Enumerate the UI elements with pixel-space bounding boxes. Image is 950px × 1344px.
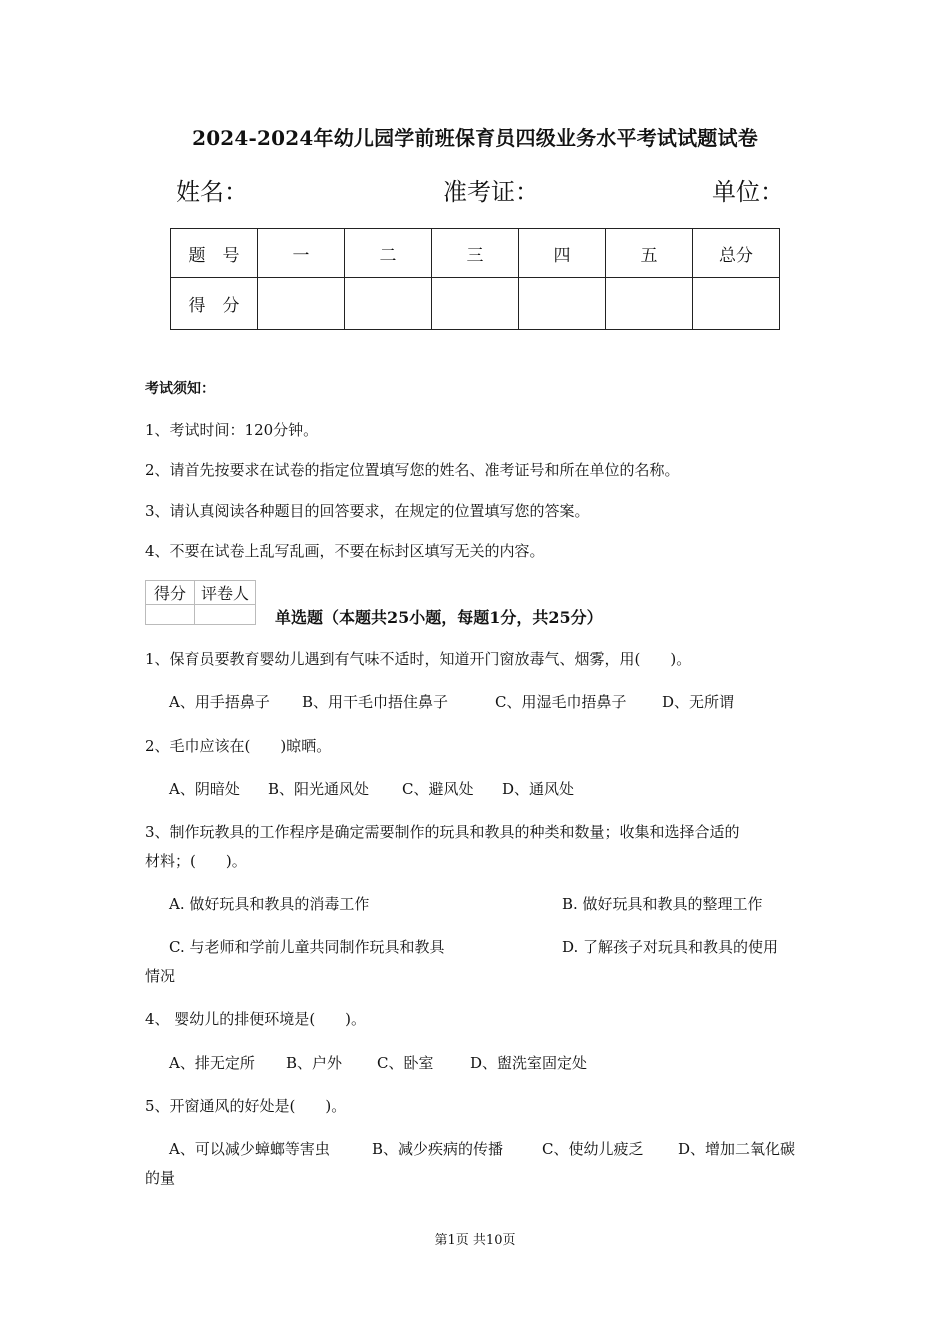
grader-score-cell[interactable] [146, 605, 195, 625]
score-table-score-row [171, 278, 780, 330]
question-option: A、阴暗处 [169, 780, 240, 798]
grader-reviewer-label: 评卷人 [195, 581, 256, 605]
name-field-label: 姓名： [176, 178, 248, 206]
question-option: C、使幼儿疲乏 [542, 1140, 644, 1158]
grader-score-label: 得分 [146, 581, 195, 605]
question-option: D、通风处 [502, 780, 575, 798]
score-table-header-cell: 题 号 [171, 229, 258, 278]
score-table-header-row [171, 229, 780, 278]
score-table-header-cell: 五 [606, 229, 693, 278]
score-table-header-cell: 二 [345, 229, 432, 278]
score-table-header-cell: 三 [432, 229, 519, 278]
question-option: B、减少疾病的传播 [372, 1140, 504, 1158]
question-stem: 1、保育员要教育婴幼儿遇到有气味不适时，知道开门窗放毒气、烟雾，用( )。 [145, 650, 692, 668]
score-table [170, 228, 780, 330]
question-option-continued: 情况 [145, 967, 176, 985]
grader-reviewer-cell[interactable] [195, 605, 256, 625]
score-table-header-cell: 四 [519, 229, 606, 278]
question-stem: 3、制作玩教具的工作程序是确定需要制作的玩具和教具的种类和数量；收集和选择合适的 [145, 823, 740, 841]
question-option: C. 与老师和学前儿童共同制作玩具和教具 [169, 938, 445, 956]
unit-field-label: 单位： [712, 178, 784, 206]
notice-item: 2、请首先按要求在试卷的指定位置填写您的姓名、准考证号和所在单位的名称。 [145, 461, 680, 479]
score-cell[interactable] [519, 278, 606, 330]
question-option: B、阳光通风处 [268, 780, 370, 798]
notice-item: 3、请认真阅读各种题目的回答要求，在规定的位置填写您的答案。 [145, 502, 590, 520]
question-option: B、用干毛巾捂住鼻子 [302, 693, 449, 711]
question-option: A、排无定所 [169, 1054, 255, 1072]
question-option: D、盥洗室固定处 [470, 1054, 588, 1072]
document-title: 2024-2024年幼儿园学前班保育员四级业务水平考试试题试卷 [192, 126, 758, 150]
section-title: 单选题（本题共25小题，每题1分，共25分） [275, 608, 603, 627]
question-option: B. 做好玩具和教具的整理工作 [562, 895, 763, 913]
notice-heading: 考试须知： [145, 381, 215, 397]
question-option-continued: 的量 [145, 1169, 176, 1187]
page-footer: 第1页 共10页 [434, 1233, 516, 1248]
question-option: A. 做好玩具和教具的消毒工作 [169, 895, 370, 913]
question-option: A、可以减少蟑螂等害虫 [169, 1140, 330, 1158]
score-cell[interactable] [606, 278, 693, 330]
notice-item: 1、考试时间：120分钟。 [145, 421, 319, 439]
score-table-header-cell: 总分 [693, 229, 780, 278]
question-stem-continued: 材料；( )。 [145, 852, 247, 870]
question-option: C、卧室 [377, 1054, 434, 1072]
question-option: A、用手捂鼻子 [169, 693, 270, 711]
notice-item: 4、不要在试卷上乱写乱画，不要在标封区填写无关的内容。 [145, 542, 545, 560]
score-cell[interactable] [258, 278, 345, 330]
score-row-label: 得 分 [171, 278, 258, 330]
score-cell[interactable] [345, 278, 432, 330]
question-stem: 4、 婴幼儿的排便环境是( )。 [145, 1010, 367, 1028]
score-table-header-cell: 一 [258, 229, 345, 278]
question-option: D、无所谓 [662, 693, 735, 711]
question-option: C、避风处 [402, 780, 474, 798]
exam-id-field-label: 准考证： [443, 178, 539, 206]
question-option: D、增加二氧化碳 [678, 1140, 796, 1158]
question-stem: 2、毛巾应该在( )晾晒。 [145, 737, 332, 755]
score-cell[interactable] [693, 278, 780, 330]
question-option: D. 了解孩子对玩具和教具的使用 [562, 938, 779, 956]
question-stem: 5、开窗通风的好处是( )。 [145, 1097, 347, 1115]
question-option: B、户外 [286, 1054, 343, 1072]
score-cell[interactable] [432, 278, 519, 330]
question-option: C、用湿毛巾捂鼻子 [495, 693, 627, 711]
grader-box [145, 580, 256, 625]
